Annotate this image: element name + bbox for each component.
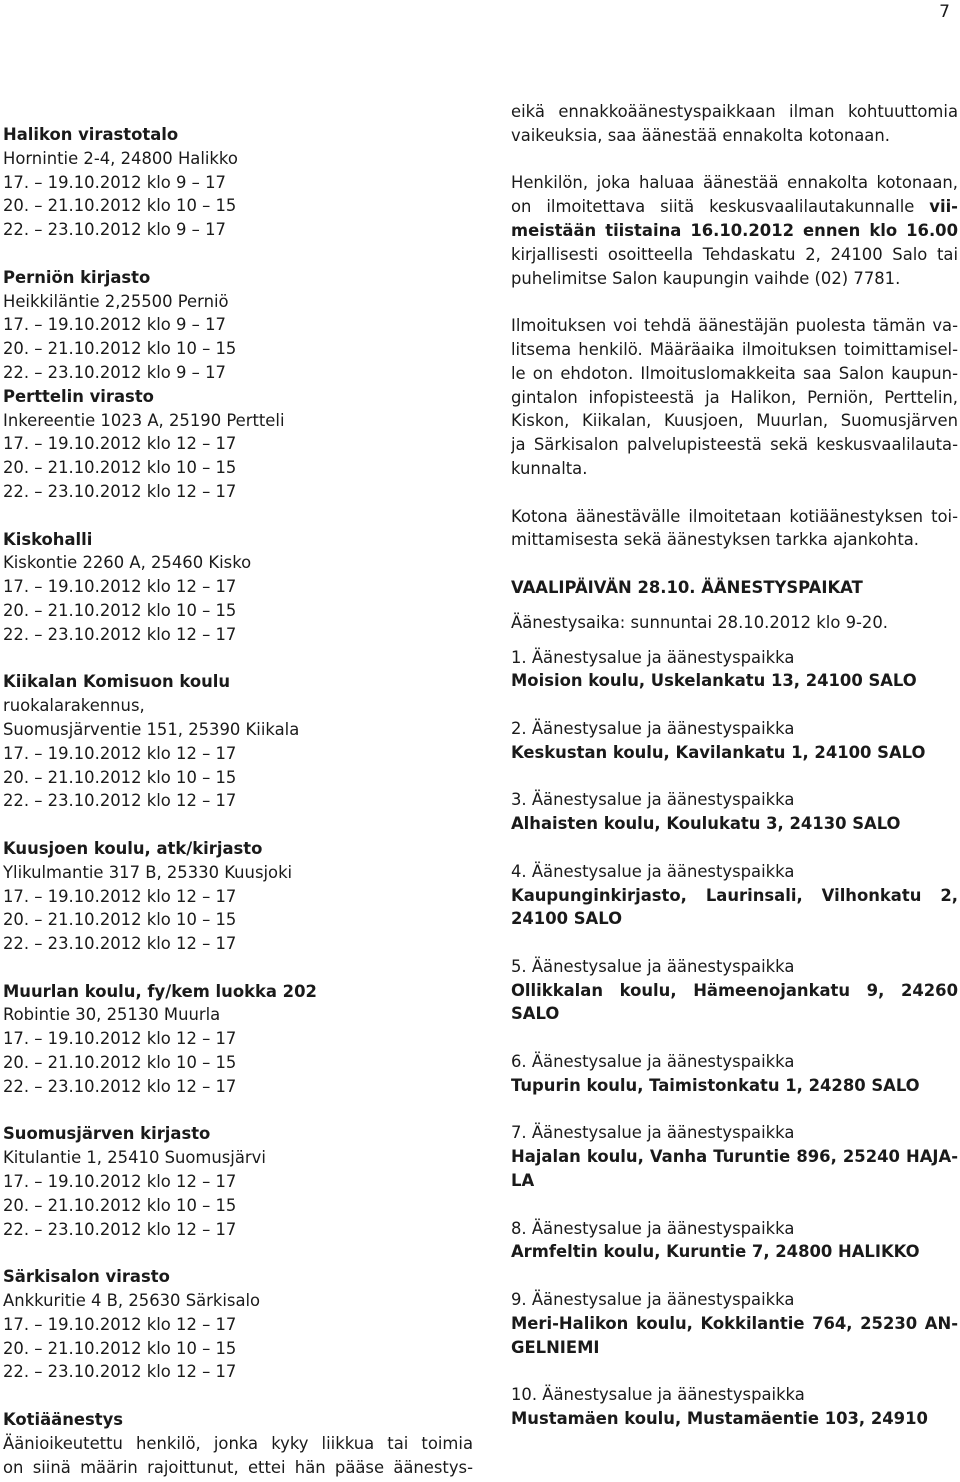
district-place: Armfeltin koulu, Kuruntie 7, 24800 HALIKKO (511, 1242, 920, 1262)
location-address: Kitulantie 1, 25410 Suomusjärvi (3, 1148, 266, 1168)
location-name: Kuusjoen koulu, atk/kirjasto (3, 838, 263, 858)
voting-district (511, 1288, 958, 1359)
voting-district (511, 717, 958, 765)
district-place: SALO (511, 1004, 560, 1024)
location-address: ruokalarakennus, (3, 696, 145, 716)
spacer (511, 552, 958, 576)
paragraph-line: mittamisesta sekä äänestyksen tarkka ajankohta. (511, 530, 919, 550)
paragraph-schedule (511, 505, 958, 553)
home-voting-text: Äänioikeutettu henkilö, jonka kyky liikkua tai toimia (3, 1433, 473, 1453)
location-block (3, 837, 473, 956)
location-name: Perttelin virasto (3, 386, 154, 406)
district-label: 6. Äänestysalue ja äänestyspaikka (511, 1052, 795, 1072)
spacer (3, 647, 473, 671)
deadline-text: meistään tiistaina 16.10.2012 ennen klo 16.00 (511, 220, 958, 240)
location-address: Ankkuritie 4 B, 25630 Särkisalo (3, 1291, 261, 1311)
opening-time: 22. – 23.10.2012 klo 12 – 17 (3, 1362, 237, 1382)
paragraph-line: vaikeuksia, saa äänestää ennakolta kotonaan. (511, 125, 890, 145)
paragraph-line (511, 195, 958, 219)
voting-district (511, 860, 958, 931)
opening-time: 22. – 23.10.2012 klo 12 – 17 (3, 481, 237, 501)
spacer (511, 600, 958, 611)
location-address: Kiskontie 2260 A, 25460 Kisko (3, 553, 252, 573)
opening-time: 22. – 23.10.2012 klo 12 – 17 (3, 1219, 237, 1239)
location-name: Muurlan koulu, fy/kem luokka 202 (3, 981, 317, 1001)
section-heading: VAALIPÄIVÄN 28.10. ÄÄNESTYSPAIKAT (511, 577, 863, 597)
location-block (3, 1265, 473, 1384)
district-label: 1. Äänestysalue ja äänestyspaikka (511, 647, 795, 667)
paragraph-line: Kiskon, Kiikalan, Kuusjoen, Muurlan, Suomusjärven (511, 411, 958, 431)
paragraph-line: eikä ennakkoäänestyspaikkaan ilman kohtuuttomia (511, 102, 958, 121)
opening-time: 17. – 19.10.2012 klo 12 – 17 (3, 1314, 237, 1334)
location-address: Robintie 30, 25130 Muurla (3, 1005, 221, 1025)
page-number: 7 (939, 2, 950, 22)
spacer (3, 1384, 473, 1408)
voting-district (511, 1121, 958, 1192)
district-place: Tupurin koulu, Taimistonkatu 1, 24280 SALO (511, 1075, 920, 1095)
location-name: Kiikalan Komisuon koulu (3, 672, 231, 692)
spacer (3, 813, 473, 837)
voting-district (511, 1217, 958, 1265)
home-voting-section (3, 1408, 473, 1479)
left-column (3, 123, 473, 1479)
district-label: 7. Äänestysalue ja äänestyspaikka (511, 1123, 795, 1143)
opening-time: 22. – 23.10.2012 klo 9 – 17 (3, 220, 226, 240)
opening-time: 20. – 21.10.2012 klo 10 – 15 (3, 1195, 237, 1215)
voting-district (511, 1383, 958, 1431)
location-address: Hornintie 2-4, 24800 Halikko (3, 148, 238, 168)
opening-time: 17. – 19.10.2012 klo 9 – 17 (3, 172, 226, 192)
opening-time: 20. – 21.10.2012 klo 10 – 15 (3, 600, 237, 620)
paragraph-line: kunnalta. (511, 458, 588, 478)
paragraph-line: Ilmoituksen voi tehdä äänestäjän puolesta tämän va- (511, 316, 958, 336)
voting-district (511, 646, 958, 694)
opening-time: 17. – 19.10.2012 klo 12 – 17 (3, 577, 237, 597)
location-name: Suomusjärven kirjasto (3, 1124, 211, 1144)
spacer (511, 1264, 958, 1288)
district-label: 4. Äänestysalue ja äänestyspaikka (511, 861, 795, 881)
location-block (3, 266, 473, 385)
paragraph-notification (511, 314, 958, 481)
spacer (3, 1099, 473, 1123)
paragraph-home-voting-continued (511, 100, 958, 148)
location-address: Suomusjärventie 151, 25390 Kiikala (3, 719, 300, 739)
spacer (511, 931, 958, 955)
paragraph-line: Kotona äänestävälle ilmoitetaan kotiäänestyksen toi- (511, 506, 958, 526)
district-place: Alhaisten koulu, Koulukatu 3, 24130 SALO (511, 814, 901, 834)
district-place: Moision koulu, Uskelankatu 13, 24100 SALO (511, 671, 917, 691)
paragraph-line: Henkilön, joka haluaa äänestää ennakolta kotonaan, (511, 173, 958, 193)
spacer (3, 504, 473, 528)
paragraph-text: on ilmoitettava siitä keskusvaalilautakunnalle (511, 197, 930, 217)
opening-time: 22. – 23.10.2012 klo 12 – 17 (3, 791, 237, 811)
district-label: 3. Äänestysalue ja äänestyspaikka (511, 790, 795, 810)
paragraph-line: le on ehdoton. Ilmoituslomakkeita saa Salon kaupun- (511, 363, 958, 383)
spacer (3, 956, 473, 980)
district-label: 8. Äänestysalue ja äänestyspaikka (511, 1218, 795, 1238)
opening-time: 22. – 23.10.2012 klo 12 – 17 (3, 1076, 237, 1096)
opening-time: 22. – 23.10.2012 klo 12 – 17 (3, 624, 237, 644)
location-name: Kiskohalli (3, 529, 93, 549)
spacer (511, 693, 958, 717)
district-place: Keskustan koulu, Kavilankatu 1, 24100 SALO (511, 742, 926, 762)
district-place: Mustamäen koulu, Mustamäentie 103, 24910 (511, 1409, 928, 1429)
district-label: 5. Äänestysalue ja äänestyspaikka (511, 956, 795, 976)
opening-time: 20. – 21.10.2012 klo 10 – 15 (3, 458, 237, 478)
spacer (511, 148, 958, 172)
location-block (3, 1122, 473, 1241)
district-place: Meri-Halikon koulu, Kokkilantie 764, 25230 AN- (511, 1313, 958, 1333)
district-label: 9. Äänestysalue ja äänestyspaikka (511, 1290, 795, 1310)
spacer (511, 836, 958, 860)
district-place: Kaupunginkirjasto, Laurinsali, Vilhonkatu 2, (511, 885, 958, 905)
paragraph-line: ja Särkisalon palvelupisteestä sekä keskusvaalilauta- (511, 435, 958, 455)
paragraph-line: puhelimitse Salon kaupungin vaihde (02) 7781. (511, 268, 901, 288)
opening-time: 20. – 21.10.2012 klo 10 – 15 (3, 767, 237, 787)
paragraph-line: gintalon infopisteestä ja Halikon, Perniön, Perttelin, (511, 387, 958, 407)
location-block (3, 670, 473, 813)
voting-district (511, 955, 958, 1026)
opening-time: 17. – 19.10.2012 klo 12 – 17 (3, 1172, 237, 1192)
opening-time: 17. – 19.10.2012 klo 12 – 17 (3, 743, 237, 763)
district-place: LA (511, 1171, 535, 1191)
opening-time: 17. – 19.10.2012 klo 9 – 17 (3, 315, 226, 335)
spacer (511, 1193, 958, 1217)
location-block (3, 385, 473, 504)
location-address: Heikkiläntie 2,25500 Perniö (3, 291, 229, 311)
spacer (511, 1026, 958, 1050)
district-place: Hajalan koulu, Vanha Turuntie 896, 25240 HAJA- (511, 1147, 958, 1167)
voting-district (511, 1050, 958, 1098)
spacer (511, 1359, 958, 1383)
district-place: GELNIEMI (511, 1337, 600, 1357)
opening-time: 20. – 21.10.2012 klo 10 – 15 (3, 339, 237, 359)
opening-time: 20. – 21.10.2012 klo 10 – 15 (3, 910, 237, 930)
right-column (511, 100, 958, 1431)
voting-district (511, 788, 958, 836)
district-label: 2. Äänestysalue ja äänestyspaikka (511, 718, 795, 738)
location-name: Halikon virastotalo (3, 125, 179, 144)
location-block (3, 528, 473, 647)
opening-time: 20. – 21.10.2012 klo 10 – 15 (3, 196, 237, 216)
location-name: Särkisalon virasto (3, 1267, 170, 1287)
paragraph-line: kirjallisesti osoitteella Tehdaskatu 2, 24100 Salo tai (511, 244, 958, 264)
home-voting-text: on siinä määrin rajoittunut, ettei hän pääse äänestys- (3, 1457, 473, 1477)
district-place: 24100 SALO (511, 909, 623, 929)
spacer (511, 1098, 958, 1122)
opening-time: 17. – 19.10.2012 klo 12 – 17 (3, 886, 237, 906)
spacer (3, 242, 473, 266)
paragraph-registration (511, 171, 958, 290)
location-address: Inkereentie 1023 A, 25190 Pertteli (3, 410, 285, 430)
district-label: 10. Äänestysalue ja äänestyspaikka (511, 1385, 805, 1405)
opening-time: 22. – 23.10.2012 klo 9 – 17 (3, 362, 226, 382)
paragraph-line: litsema henkilö. Määräaika ilmoituksen toimittamisel- (511, 339, 958, 359)
opening-time: 17. – 19.10.2012 klo 12 – 17 (3, 434, 237, 454)
spacer (3, 1241, 473, 1265)
spacer (511, 635, 958, 646)
spacer (511, 290, 958, 314)
voting-time: Äänestysaika: sunnuntai 28.10.2012 klo 9-20. (511, 612, 888, 632)
location-name: Perniön kirjasto (3, 267, 151, 287)
location-address: Ylikulmantie 317 B, 25330 Kuusjoki (3, 862, 293, 882)
opening-time: 20. – 21.10.2012 klo 10 – 15 (3, 1338, 237, 1358)
deadline-text: vii- (929, 197, 958, 217)
home-voting-heading: Kotiäänestys (3, 1410, 124, 1430)
opening-time: 17. – 19.10.2012 klo 12 – 17 (3, 1029, 237, 1049)
location-block (3, 123, 473, 242)
spacer (511, 765, 958, 789)
district-place: Ollikkalan koulu, Hämeenojankatu 9, 24260 (511, 980, 958, 1000)
opening-time: 20. – 21.10.2012 klo 10 – 15 (3, 1053, 237, 1073)
location-block (3, 980, 473, 1099)
opening-time: 22. – 23.10.2012 klo 12 – 17 (3, 934, 237, 954)
spacer (511, 481, 958, 505)
